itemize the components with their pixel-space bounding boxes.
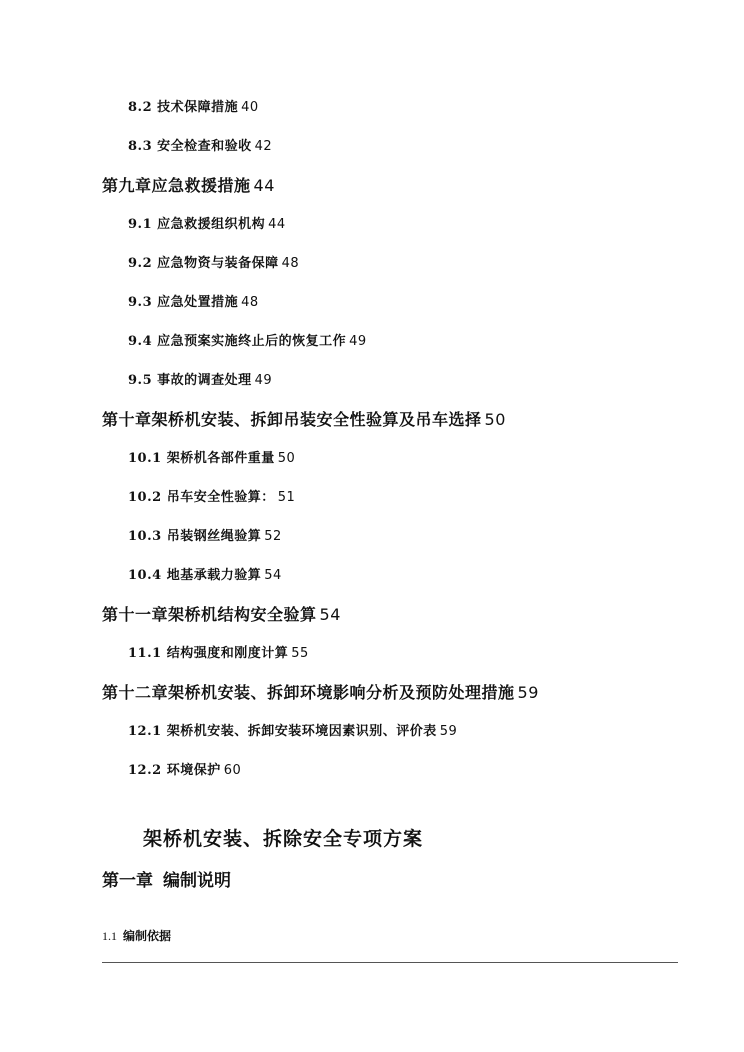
- toc-entry[interactable]: [128, 530, 282, 543]
- toc-entry-text: 10.1 架桥机各部件重量: [128, 451, 275, 466]
- toc-entry-page: 49: [254, 373, 273, 388]
- toc-entry-page: 59: [517, 683, 539, 702]
- toc-entry[interactable]: [128, 218, 286, 231]
- toc-entry[interactable]: [128, 764, 241, 777]
- section-number: 1.1: [102, 929, 117, 943]
- toc-chapter-entry[interactable]: [102, 178, 275, 194]
- toc-entry-page: 54: [319, 605, 341, 624]
- document-title: 架桥机安装、拆除安全专项方案: [143, 828, 424, 850]
- toc-entry-text: 8.2 技术保障措施: [128, 100, 239, 115]
- toc-entry-page: 60: [223, 763, 242, 778]
- toc-entry-text: 10.3 吊装钢丝绳验算: [128, 529, 262, 544]
- toc-entry-page: 44: [268, 217, 286, 232]
- toc-entry-page: 44: [253, 176, 275, 195]
- toc-entry-text: 9.3 应急处置措施: [128, 295, 239, 310]
- toc-entry-text: 9.2 应急物资与装备保障: [128, 256, 279, 271]
- toc-entry-text: 12.1 架桥机安装、拆卸安装环境因素识别、评价表: [128, 724, 437, 739]
- toc-entry[interactable]: [128, 101, 259, 114]
- toc-entry-page: 52: [264, 529, 282, 544]
- toc-entry-text: 第十一章架桥机结构安全验算: [102, 605, 317, 624]
- toc-entry[interactable]: [128, 452, 295, 465]
- chapter-heading: [102, 866, 231, 891]
- toc-entry-text: 8.3 安全检查和验收: [128, 139, 252, 154]
- toc-entry-text: 第九章应急救援措施: [102, 176, 251, 195]
- toc-entry-text: 9.1 应急救援组织机构: [128, 217, 266, 232]
- toc-entry-page: 54: [264, 568, 282, 583]
- toc-entry-page: 50: [277, 451, 296, 466]
- toc-entry-page: 48: [241, 295, 259, 310]
- toc-entry[interactable]: [128, 374, 272, 387]
- toc-entry[interactable]: [128, 140, 272, 153]
- toc-entry[interactable]: [128, 491, 295, 504]
- toc-entry-text: 10.2 吊车安全性验算：: [128, 490, 275, 505]
- toc-entry-page: 51: [277, 490, 296, 505]
- toc-entry-page: 49: [349, 334, 367, 349]
- toc-chapter-entry[interactable]: [102, 412, 506, 428]
- toc-entry-text: 9.5 事故的调查处理: [128, 373, 252, 388]
- toc-entry[interactable]: [128, 335, 367, 348]
- toc-entry-page: 40: [241, 100, 259, 115]
- toc-entry-text: 11.1 结构强度和刚度计算: [128, 646, 289, 661]
- horizontal-rule: [102, 962, 678, 963]
- toc-entry-text: 第十二章架桥机安装、拆卸环境影响分析及预防处理措施: [102, 683, 515, 702]
- toc-entry-page: 42: [254, 139, 273, 154]
- toc-entry[interactable]: [128, 569, 282, 582]
- toc-entry[interactable]: [128, 725, 457, 738]
- toc-entry-page: 50: [484, 410, 506, 429]
- toc-entry-text: 第十章架桥机安装、拆卸吊装安全性验算及吊车选择: [102, 410, 482, 429]
- toc-entry-text: 9.4 应急预案实施终止后的恢复工作: [128, 334, 347, 349]
- toc-entry-page: 59: [439, 724, 458, 739]
- toc-chapter-entry[interactable]: [102, 607, 341, 623]
- toc-entry-page: 48: [281, 256, 300, 271]
- toc-entry[interactable]: [128, 647, 309, 660]
- chapter-number: 第一章: [102, 871, 153, 891]
- toc-chapter-entry[interactable]: [102, 685, 539, 701]
- section-heading: [102, 927, 171, 944]
- toc-entry-page: 55: [291, 646, 309, 661]
- chapter-title: 编制说明: [163, 871, 231, 891]
- toc-entry[interactable]: [128, 257, 299, 270]
- section-title: 编制依据: [123, 929, 172, 943]
- toc-entry-text: 10.4 地基承载力验算: [128, 568, 262, 583]
- toc-entry[interactable]: [128, 296, 259, 309]
- toc-entry-text: 12.2 环境保护: [128, 763, 221, 778]
